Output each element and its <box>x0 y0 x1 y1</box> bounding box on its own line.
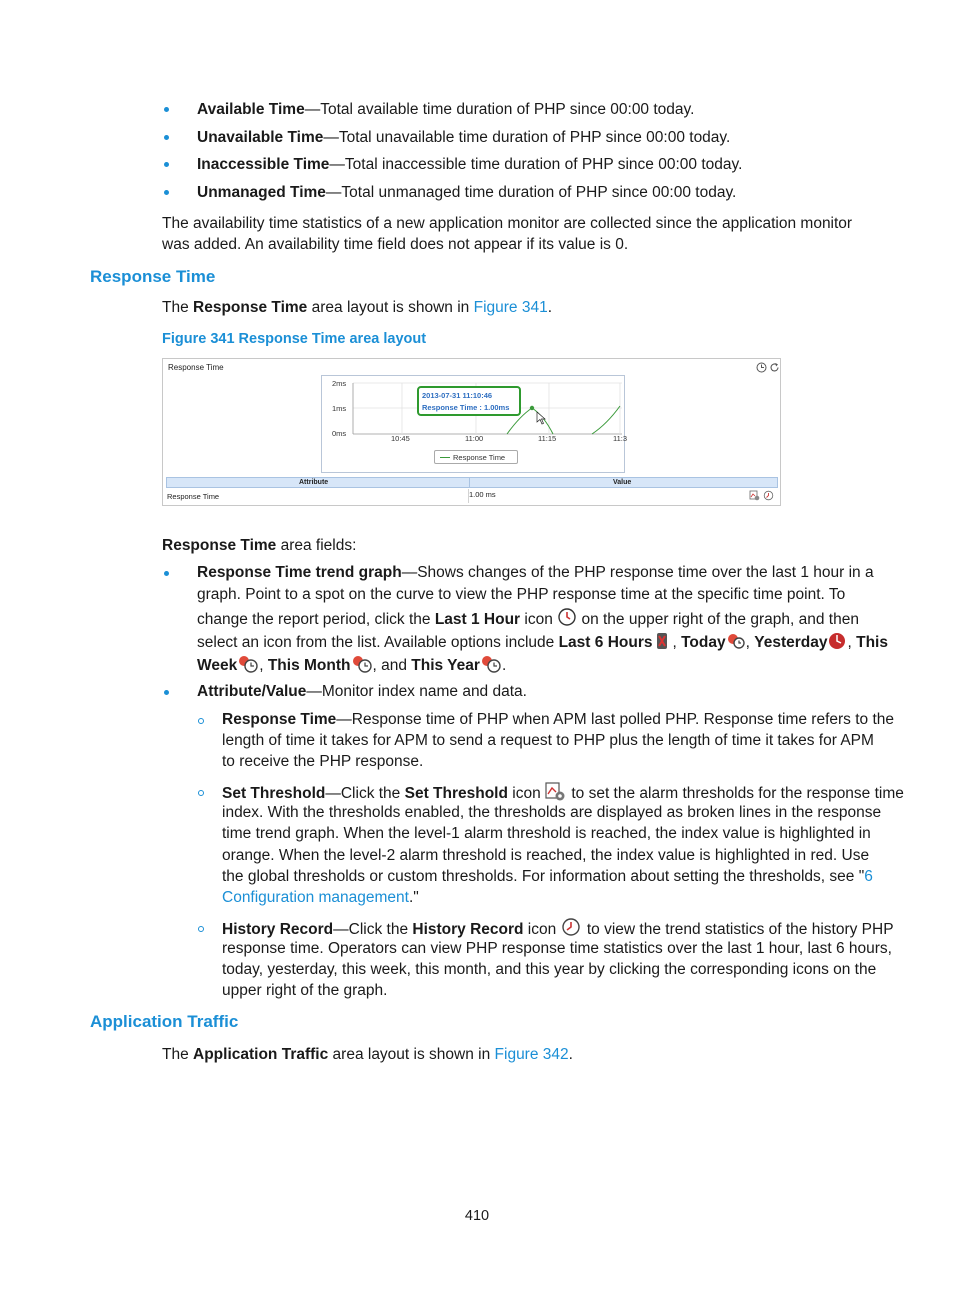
clock-icon[interactable] <box>756 362 767 373</box>
attribute-value-description: Attribute/Value—Monitor index name and data. <box>197 683 527 700</box>
clock-icon <box>557 608 577 628</box>
x-tick: 11:3 <box>613 434 628 443</box>
today-icon <box>726 631 746 651</box>
row-value: 1.00 ms <box>469 490 496 499</box>
y-tick: 2ms <box>332 379 347 388</box>
bullet-dot <box>164 162 169 167</box>
set-threshold-icon <box>545 782 567 802</box>
history-record-icon <box>561 918 583 938</box>
figure-342-link[interactable]: Figure 342 <box>494 1046 569 1063</box>
sub-bullet-circle <box>198 926 204 932</box>
bullet-unmanaged-time: Unmanaged Time—Total unmanaged time duration of PHP since 00:00 today. <box>197 184 737 201</box>
fields-intro: Response Time area fields: <box>162 537 357 554</box>
figure-341-link[interactable]: Figure 341 <box>473 299 548 316</box>
column-divider <box>469 477 470 488</box>
bullet-inaccessible-time: Inaccessible Time—Total inaccessible time duration of PHP since 00:00 today. <box>197 156 743 173</box>
page-number: 410 <box>464 1208 490 1224</box>
this-week-icon <box>237 654 259 674</box>
application-traffic-intro: The Application Traffic area layout is shown in Figure 342. <box>162 1046 573 1063</box>
this-year-icon <box>480 654 502 674</box>
section-heading-application-traffic: Application Traffic <box>90 1012 239 1031</box>
refresh-icon[interactable] <box>769 362 780 373</box>
bullet-dot <box>164 571 169 576</box>
table-row <box>166 489 778 503</box>
response-time-graph[interactable] <box>321 375 628 473</box>
bullet-dot <box>164 690 169 695</box>
availability-paragraph-line-2: was added. An availability time field does not appear if its value is 0. <box>162 236 629 253</box>
figure-caption-341: Figure 341 Response Time area layout <box>162 331 427 347</box>
bullet-available-time: Available Time—Total available time duration of PHP since 00:00 today. <box>197 101 695 118</box>
column-attribute: Attribute <box>299 479 329 486</box>
bullet-dot <box>164 190 169 195</box>
y-tick: 0ms <box>332 429 347 438</box>
response-time-figure <box>162 358 781 506</box>
yesterday-icon <box>827 631 847 651</box>
attribute-table-header <box>166 477 778 488</box>
row-attribute: Response Time <box>167 492 220 501</box>
sub-bullet-circle <box>198 790 204 796</box>
response-time-intro: The Response Time area layout is shown in Figure 341. <box>162 299 553 316</box>
figure-panel-title: Response Time <box>168 363 224 372</box>
sub-bullet-circle <box>198 718 204 724</box>
x-tick: 11:00 <box>465 434 484 443</box>
history-record-icon[interactable] <box>763 490 774 501</box>
section-heading-response-time: Response Time <box>90 267 216 286</box>
last-6-hours-icon <box>652 631 672 651</box>
column-value: Value <box>613 479 632 486</box>
graph-legend[interactable] <box>434 450 518 464</box>
tooltip-time: 2013-07-31 11:10:46 <box>422 391 493 400</box>
legend-label: Response Time <box>453 453 506 462</box>
legend-swatch <box>440 457 450 458</box>
tooltip-value: Response Time : 1.00ms <box>422 403 510 412</box>
availability-paragraph-line-1: The availability time statistics of a new application monitor are collected since the application monitor <box>162 215 853 232</box>
configuration-management-link[interactable]: 6 <box>864 868 873 885</box>
bullet-dot <box>164 135 169 140</box>
set-threshold-icon[interactable] <box>749 490 760 501</box>
x-tick: 10:45 <box>391 434 410 443</box>
this-month-icon <box>351 654 373 674</box>
bullet-unavailable-time: Unavailable Time—Total unavailable time duration of PHP since 00:00 today. <box>197 129 731 146</box>
bullet-dot <box>164 107 169 112</box>
data-point-tooltip <box>417 386 521 416</box>
x-tick: 11:15 <box>538 434 557 443</box>
configuration-management-link[interactable]: Configuration management <box>222 889 409 906</box>
y-tick: 1ms <box>332 404 347 413</box>
